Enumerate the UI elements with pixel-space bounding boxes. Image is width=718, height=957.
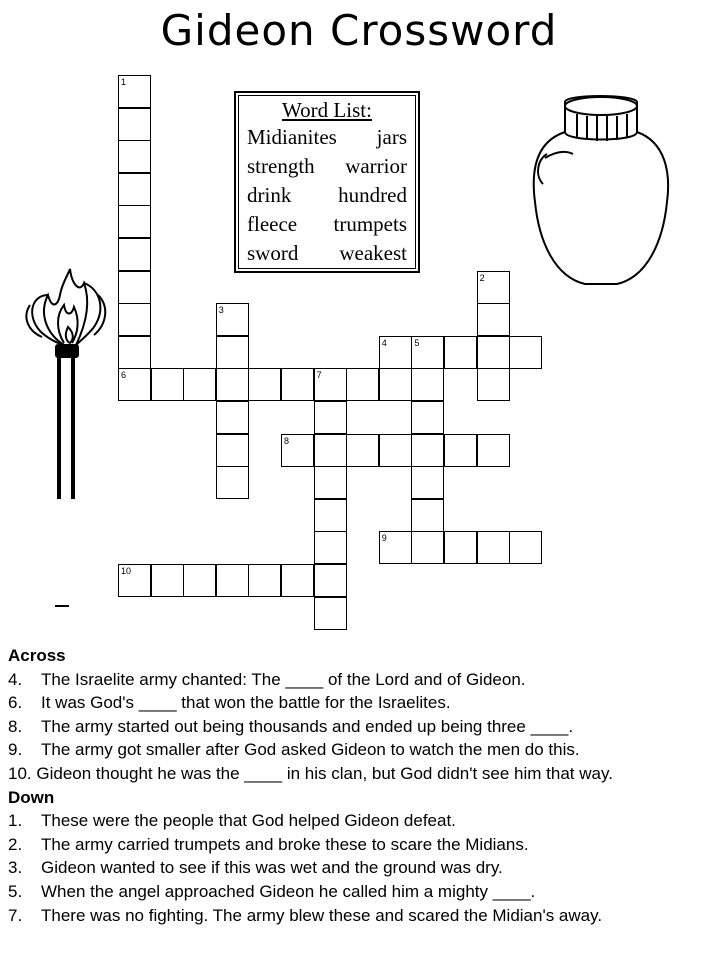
word-list-row [239, 181, 415, 210]
clue-text: Gideon thought he was the ____ in his clan, but God didn't see him that way. [36, 763, 613, 783]
grid-cell[interactable] [118, 336, 151, 369]
word-list-word: warrior [345, 154, 407, 178]
word-list-row [239, 239, 415, 268]
cell-number: 9 [381, 533, 387, 544]
grid-cell[interactable] [314, 466, 347, 499]
grid-cell[interactable] [151, 564, 184, 597]
grid-cell[interactable] [411, 499, 444, 532]
grid-cell[interactable] [151, 368, 184, 401]
clue-down-2 [8, 833, 708, 857]
clue-number: 7. [8, 905, 23, 925]
grid-cell[interactable] [216, 434, 249, 467]
grid-cell[interactable] [346, 368, 379, 401]
clue-text: The army started out being thousands and ended up being three ____. [41, 716, 574, 736]
grid-cell[interactable] [444, 336, 477, 369]
grid-cell[interactable] [314, 368, 347, 401]
dash-mark [55, 605, 69, 607]
grid-cell[interactable] [216, 466, 249, 499]
cell-number: 4 [381, 337, 387, 348]
word-list-word: weakest [339, 241, 407, 265]
clue-across-8 [8, 715, 708, 739]
clue-down-3 [8, 856, 708, 880]
clue-across-6 [8, 691, 708, 715]
cell-number: 7 [316, 370, 322, 381]
clue-text: There was no fighting. The army blew these and scared the Midian's away. [41, 905, 603, 925]
grid-cell[interactable] [118, 238, 151, 271]
grid-cell[interactable] [477, 336, 510, 369]
grid-cell[interactable] [477, 368, 510, 401]
clue-number: 5. [8, 881, 23, 901]
torch-icon [18, 265, 113, 505]
clues-section [8, 644, 708, 927]
grid-cell[interactable] [216, 564, 249, 597]
grid-cell[interactable] [314, 531, 347, 564]
cell-number: 2 [479, 272, 485, 283]
grid-cell[interactable] [118, 173, 151, 206]
clue-number: 9. [8, 740, 23, 760]
clue-down-1 [8, 809, 708, 833]
word-list-box [234, 91, 420, 273]
clue-number: 2. [8, 834, 23, 854]
clue-text: When the angel approached Gideon he called him a mighty ____. [41, 881, 536, 901]
clue-across-10 [8, 762, 708, 786]
grid-cell[interactable] [444, 531, 477, 564]
grid-cell[interactable] [118, 303, 151, 336]
clue-across-9 [8, 738, 708, 762]
down-heading: Down [8, 787, 55, 807]
clue-text: These were the people that God helped Gideon defeat. [41, 811, 456, 831]
cell-number: 3 [218, 305, 224, 316]
grid-cell[interactable] [477, 434, 510, 467]
grid-cell[interactable] [314, 597, 347, 630]
word-list-word: Midianites [247, 125, 337, 149]
grid-cell[interactable] [118, 564, 151, 597]
grid-cell[interactable] [411, 336, 444, 369]
grid-cell[interactable] [118, 368, 151, 401]
grid-cell[interactable] [216, 336, 249, 369]
grid-cell[interactable] [411, 531, 444, 564]
grid-cell[interactable] [248, 368, 281, 401]
word-list-heading: Word List: [282, 98, 372, 122]
cell-number: 6 [121, 370, 127, 381]
word-list-word: trumpets [333, 212, 407, 236]
clue-number: 8. [8, 716, 23, 736]
clue-text: The army got smaller after God asked Gideon to watch the men do this. [41, 740, 580, 760]
clue-number: 3. [8, 858, 23, 878]
grid-cell[interactable] [118, 205, 151, 238]
grid-cell[interactable] [411, 401, 444, 434]
grid-cell[interactable] [411, 368, 444, 401]
cell-number: 1 [121, 77, 127, 87]
clue-across-4 [8, 668, 708, 692]
clue-number: 10. [8, 763, 32, 783]
grid-cell[interactable] [216, 401, 249, 434]
grid-cell[interactable] [509, 336, 542, 369]
word-list-row [239, 210, 415, 239]
grid-cell[interactable] [379, 336, 412, 369]
clue-number: 6. [8, 693, 23, 713]
word-list-word: fleece [247, 212, 298, 236]
clue-down-5 [8, 880, 708, 904]
word-list-row [239, 152, 415, 181]
grid-cell[interactable] [477, 531, 510, 564]
grid-cell[interactable] [411, 434, 444, 467]
word-list-row [239, 123, 415, 152]
grid-cell[interactable] [216, 303, 249, 336]
grid-cell[interactable] [477, 271, 510, 304]
grid-cell[interactable] [477, 303, 510, 336]
grid-cell[interactable] [281, 564, 314, 597]
clue-number: 1. [8, 811, 23, 831]
grid-cell[interactable] [346, 434, 379, 467]
cell-number: 10 [121, 566, 132, 576]
grid-cell[interactable] [118, 140, 151, 173]
grid-cell[interactable] [118, 75, 151, 108]
grid-cell[interactable] [509, 531, 542, 564]
word-list-word: sword [247, 241, 299, 265]
page-title: Gideon Crossword [160, 6, 558, 55]
grid-cell[interactable] [314, 401, 347, 434]
word-list-word: strength [247, 154, 315, 178]
grid-cell[interactable] [444, 434, 477, 467]
grid-cell[interactable] [248, 564, 281, 597]
grid-cell[interactable] [183, 368, 216, 401]
grid-cell[interactable] [314, 499, 347, 532]
cell-number: 5 [414, 337, 420, 348]
clue-text: It was God's ____ that won the battle for the Israelites. [41, 693, 451, 713]
grid-cell[interactable] [379, 368, 412, 401]
grid-cell[interactable] [281, 368, 314, 401]
word-list-word: drink [247, 183, 292, 207]
clue-number: 4. [8, 669, 23, 689]
grid-cell[interactable] [118, 271, 151, 304]
word-list-word: jars [376, 125, 407, 149]
clue-down-7 [8, 904, 708, 928]
across-heading: Across [8, 646, 66, 665]
grid-cell[interactable] [314, 434, 347, 467]
grid-cell[interactable] [183, 564, 216, 597]
grid-cell[interactable] [216, 368, 249, 401]
clue-text: The army carried trumpets and broke these to scare the Midians. [41, 834, 529, 854]
grid-cell[interactable] [281, 434, 314, 467]
word-list-word: hundred [338, 183, 407, 207]
clue-text: Gideon wanted to see if this was wet and the ground was dry. [41, 858, 503, 878]
grid-cell[interactable] [379, 434, 412, 467]
jar-icon [525, 92, 675, 292]
grid-cell[interactable] [118, 108, 151, 141]
grid-cell[interactable] [314, 564, 347, 597]
clue-text: The Israelite army chanted: The ____ of the Lord and of Gideon. [41, 669, 526, 689]
grid-cell[interactable] [379, 531, 412, 564]
grid-cell[interactable] [411, 466, 444, 499]
cell-number: 8 [284, 435, 290, 446]
